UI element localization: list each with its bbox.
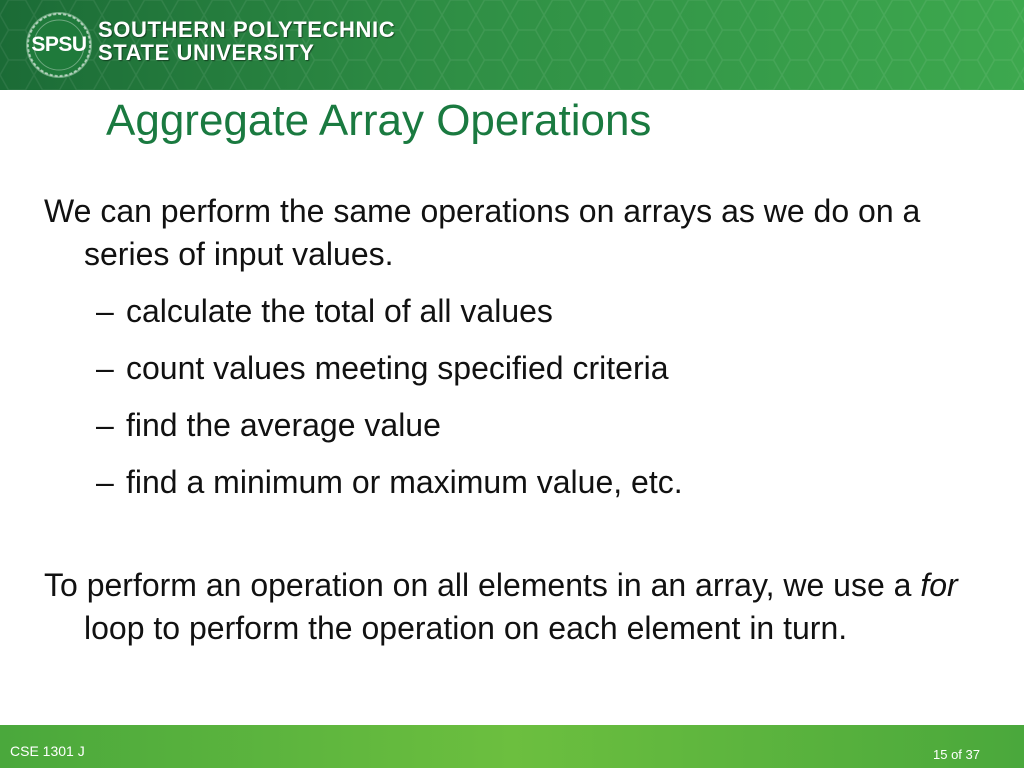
list-item (96, 290, 994, 333)
logo-text: SPSU (31, 33, 87, 56)
loop-text-before: To perform an operation on all elements in an array, we use a (44, 567, 921, 603)
dash-bullet: – (96, 350, 114, 386)
dash-bullet: – (96, 464, 114, 500)
list-item (96, 461, 994, 504)
university-seal-logo (26, 12, 92, 78)
list-item-text: find a minimum or maximum value, etc. (126, 464, 683, 500)
dash-bullet: – (96, 407, 114, 443)
loop-paragraph (44, 564, 994, 650)
loop-text-after: loop to perform the operation on each element in turn. (84, 610, 848, 646)
list-item (96, 347, 994, 390)
list-item-text: count values meeting specified criteria (126, 350, 669, 386)
university-name-line2: STATE UNIVERSITY (98, 40, 315, 65)
list-item (96, 404, 994, 447)
list-item-text: find the average value (126, 407, 441, 443)
university-name-line1: SOUTHERN POLYTECHNIC (98, 17, 396, 42)
slide-body (44, 190, 994, 650)
dash-bullet: – (96, 293, 114, 329)
slide-title: Aggregate Array Operations (106, 96, 652, 145)
footer-bar (0, 725, 1024, 768)
intro-paragraph: We can perform the same operations on arrays as we do on a series of input values. (44, 193, 921, 272)
page-number: 15 of 37 (933, 747, 980, 762)
for-keyword: for (920, 567, 958, 603)
operations-list (44, 290, 994, 504)
university-name (98, 18, 395, 64)
header-banner (0, 0, 1024, 90)
list-item-text: calculate the total of all values (126, 293, 553, 329)
course-label: CSE 1301 J (10, 743, 85, 759)
